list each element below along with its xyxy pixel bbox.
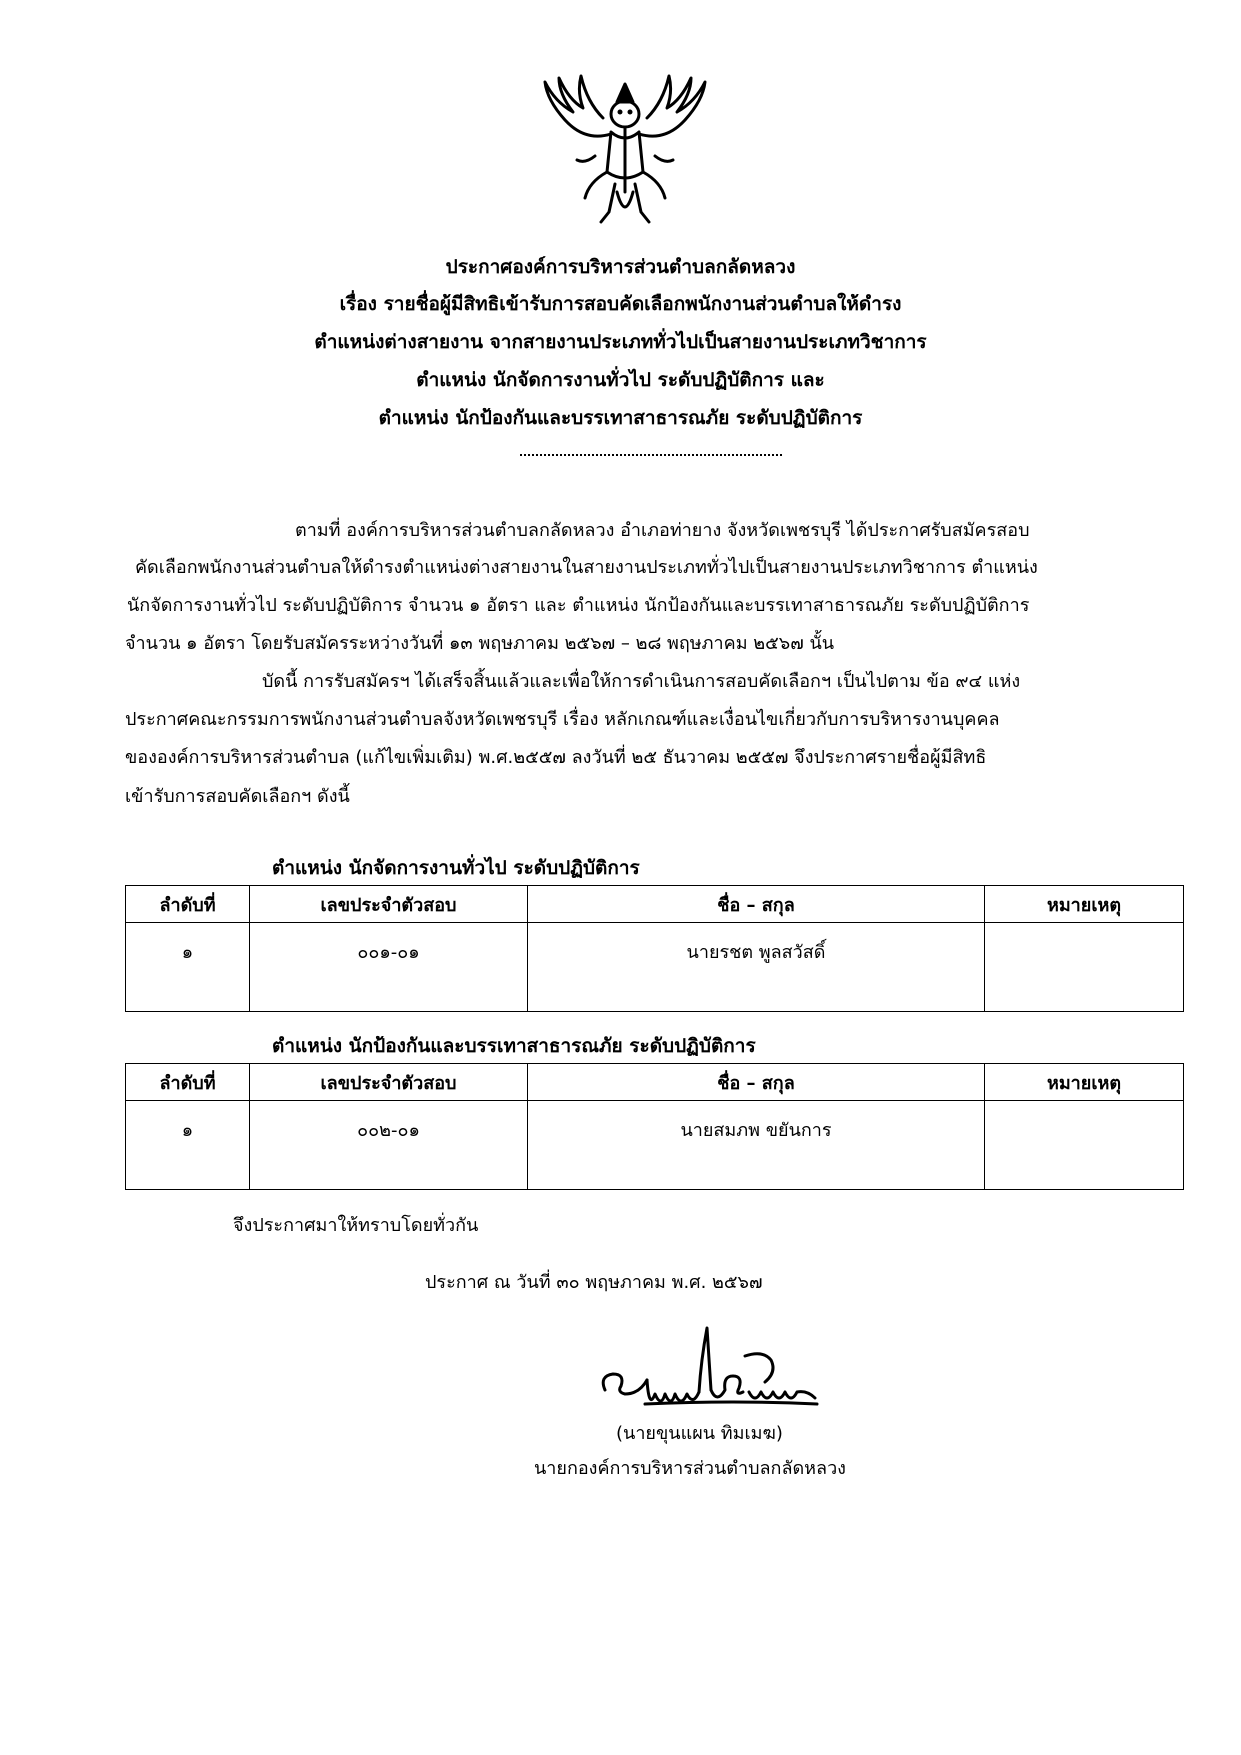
header-no: ลำดับที่: [126, 886, 250, 923]
subject-line-2: ตำแหน่งต่างสายงาน จากสายงานประเภททั่วไปเป็นสายงานประเภทวิชาการ: [314, 331, 927, 353]
candidate-table-general-admin: [125, 885, 1184, 1012]
header-remark: หมายเหตุ: [985, 1064, 1184, 1101]
dotted-separator: [520, 454, 782, 456]
paragraph-1-line-3: นักจัดการงานทั่วไป ระดับปฏิบัติการ จำนวน ๑ อัตรา และ ตำแหน่ง นักป้องกันและบรรเทาสาธารณภัย ระดับปฏิบัติการ: [127, 595, 1030, 616]
candidate-table-disaster-prevention: [125, 1063, 1184, 1190]
cell-remark: [985, 1101, 1184, 1190]
paragraph-2-line-1: บัดนี้ การรับสมัครฯ ได้เสร็จสิ้นแล้วและเพื่อให้การดำเนินการสอบคัดเลือกฯ เป็นไปตาม ข้อ ๙๔ แห่ง: [262, 671, 1021, 692]
header-no: ลำดับที่: [126, 1064, 250, 1101]
section-title-general-admin: ตำแหน่ง นักจัดการงานทั่วไป ระดับปฏิบัติการ: [272, 857, 640, 879]
table-row: [126, 923, 1184, 1012]
document-title: ประกาศองค์การบริหารส่วนตำบลกลัดหลวง: [445, 256, 796, 278]
paragraph-2-line-2: ประกาศคณะกรรมการพนักงานส่วนตำบลจังหวัดเพชรบุรี เรื่อง หลักเกณฑ์และเงื่อนไขเกี่ยวกับการบริหารงานบุคคล: [125, 709, 1000, 730]
table-header-row: [126, 886, 1184, 923]
cell-exam-id: ๐๐๑-๐๑: [250, 923, 528, 1012]
cell-no: ๑: [126, 1101, 250, 1190]
announcement-closing: จึงประกาศมาให้ทราบโดยทั่วกัน: [233, 1215, 479, 1236]
paragraph-2-line-4: เข้ารับการสอบคัดเลือกฯ ดังนี้: [125, 786, 350, 807]
cell-no: ๑: [126, 923, 250, 1012]
cell-name: นายรชต พูลสวัสดิ์: [528, 923, 985, 1012]
handwritten-signature: [595, 1320, 835, 1430]
garuda-emblem-icon: [525, 72, 725, 232]
table-row: [126, 1101, 1184, 1190]
paragraph-1-line-2: คัดเลือกพนักงานส่วนตำบลให้ดำรงตำแหน่งต่างสายงานในสายงานประเภททั่วไปเป็นสายงานประเภทวิชาการ ตำแหน่ง: [135, 557, 1038, 578]
section-title-disaster-prevention: ตำแหน่ง นักป้องกันและบรรเทาสาธารณภัย ระดับปฏิบัติการ: [272, 1035, 756, 1057]
cell-exam-id: ๐๐๒-๐๑: [250, 1101, 528, 1190]
paragraph-1-line-4: จำนวน ๑ อัตรา โดยรับสมัครระหว่างวันที่ ๑๓ พฤษภาคม ๒๕๖๗ – ๒๘ พฤษภาคม ๒๕๖๗ นั้น: [125, 633, 835, 654]
header-exam-id: เลขประจำตัวสอบ: [250, 1064, 528, 1101]
subject-line-1: เรื่อง รายชื่อผู้มีสิทธิเข้ารับการสอบคัดเลือกพนักงานส่วนตำบลให้ดำรง: [339, 293, 902, 315]
subject-line-3: ตำแหน่ง นักจัดการงานทั่วไป ระดับปฏิบัติการ และ: [416, 369, 825, 391]
header-exam-id: เลขประจำตัวสอบ: [250, 886, 528, 923]
cell-remark: [985, 923, 1184, 1012]
announcement-date: ประกาศ ณ วันที่ ๓๐ พฤษภาคม พ.ศ. ๒๕๖๗: [425, 1272, 763, 1293]
header-name: ชื่อ – สกุล: [528, 886, 985, 923]
signer-title: นายกองค์การบริหารส่วนตำบลกลัดหลวง: [534, 1458, 846, 1479]
signer-name: (นายขุนแผน ทิมเมฆ): [616, 1423, 783, 1444]
paragraph-1-line-1: ตามที่ องค์การบริหารส่วนตำบลกลัดหลวง อำเภอท่ายาง จังหวัดเพชรบุรี ได้ประกาศรับสมัครสอบ: [295, 520, 1030, 541]
subject-line-4: ตำแหน่ง นักป้องกันและบรรเทาสาธารณภัย ระดับปฏิบัติการ: [378, 407, 863, 429]
table-header-row: [126, 1064, 1184, 1101]
paragraph-2-line-3: ขององค์การบริหารส่วนตำบล (แก้ไขเพิ่มเติม) พ.ศ.๒๕๕๗ ลงวันที่ ๒๕ ธันวาคม ๒๕๕๗ จึงประกาศรายชื่อผู้มีสิทธิ: [125, 747, 987, 768]
cell-name: นายสมภพ ขยันการ: [528, 1101, 985, 1190]
header-name: ชื่อ – สกุล: [528, 1064, 985, 1101]
header-remark: หมายเหตุ: [985, 886, 1184, 923]
